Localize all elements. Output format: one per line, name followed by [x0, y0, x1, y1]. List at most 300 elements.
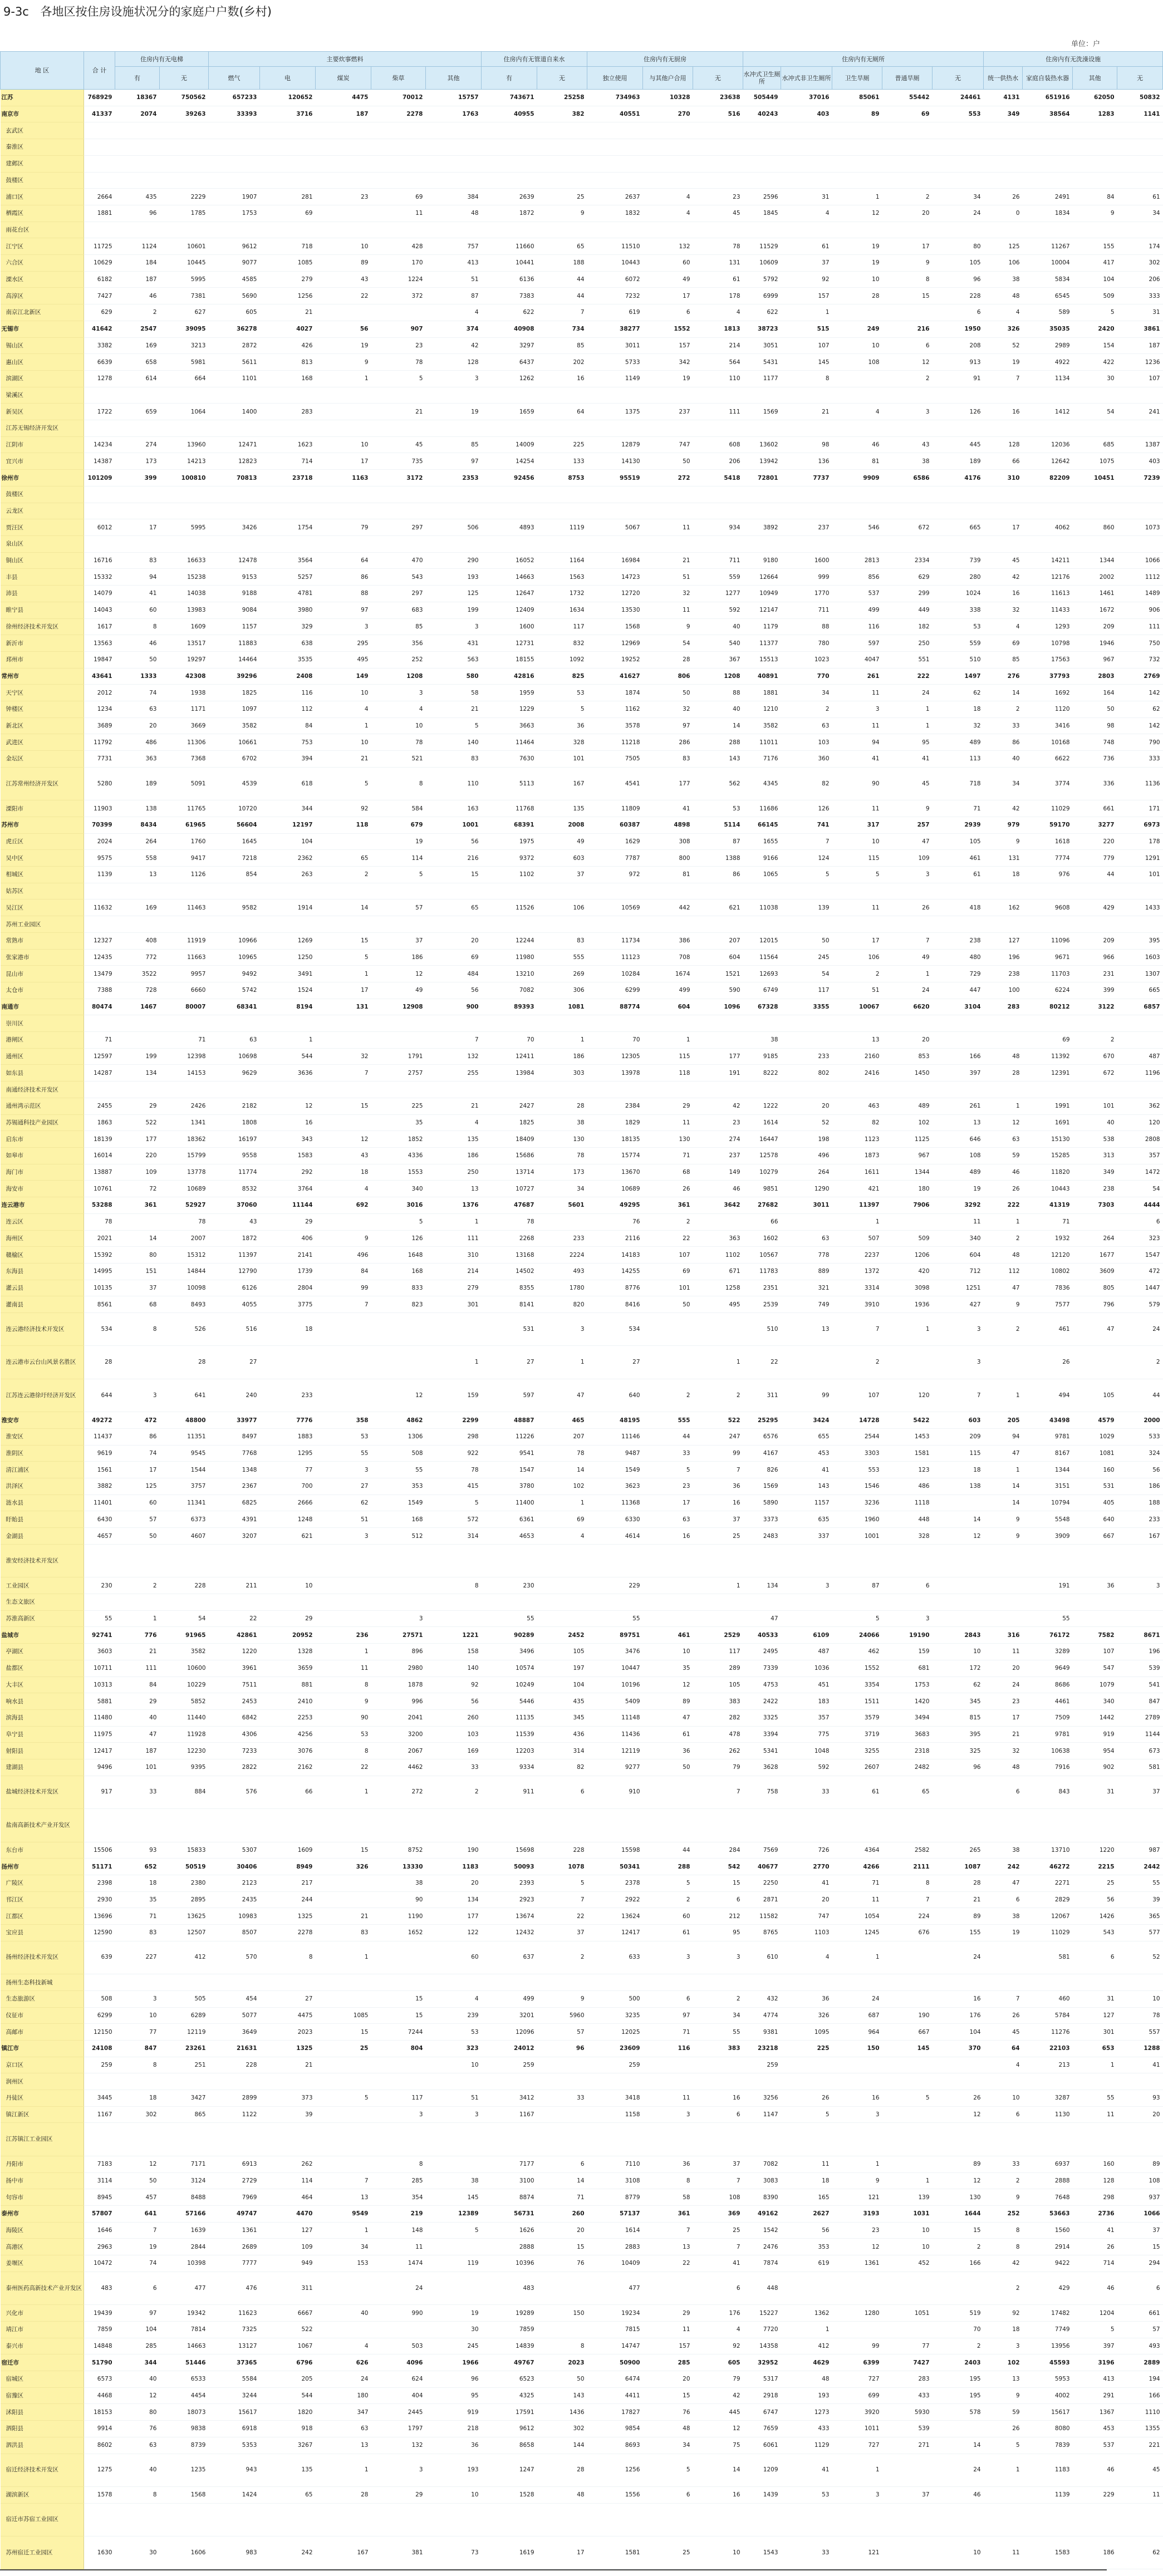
region-name-cell: 建湖县 — [1, 1759, 84, 1776]
value-cell: 18 — [781, 2172, 832, 2189]
value-cell: 42308 — [160, 668, 209, 685]
value-cell — [115, 222, 160, 238]
value-cell — [115, 535, 160, 552]
value-cell: 1162 — [587, 701, 643, 718]
region-name-cell: 昆山市 — [1, 966, 84, 982]
value-cell: 2 — [984, 1313, 1023, 1346]
value-cell: 9575 — [84, 850, 115, 867]
value-cell: 199 — [426, 602, 482, 618]
value-cell: 12150 — [84, 2024, 115, 2041]
value-cell: 11 — [832, 685, 882, 701]
value-cell: 1 — [832, 2454, 882, 2486]
region-name-cell: 淮安市 — [1, 1412, 84, 1429]
table-row — [1, 635, 1163, 652]
value-cell: 10 — [832, 833, 882, 850]
value-cell: 299 — [882, 586, 933, 602]
value-cell: 1306 — [371, 1428, 426, 1445]
value-cell: 44 — [1073, 867, 1117, 883]
value-cell: 14747 — [587, 2338, 643, 2354]
value-cell: 5890 — [743, 1495, 781, 1511]
region-name-cell: 邗江区 — [1, 1891, 84, 1908]
value-cell: 87 — [832, 1577, 882, 1594]
value-cell: 8874 — [482, 2189, 537, 2206]
value-cell — [426, 420, 482, 437]
value-cell: 10569 — [587, 899, 643, 916]
value-cell — [587, 139, 643, 156]
value-cell: 33 — [984, 717, 1023, 734]
value-cell — [84, 2123, 115, 2156]
value-cell: 9781 — [1023, 1428, 1073, 1445]
value-cell: 667 — [1073, 1528, 1117, 1545]
value-cell — [587, 1809, 643, 1842]
region-name-cell: 清江浦区 — [1, 1462, 84, 1478]
value-cell: 62050 — [1073, 90, 1117, 106]
value-cell: 12720 — [587, 586, 643, 602]
value-cell: 76 — [643, 2404, 693, 2421]
value-cell: 461 — [643, 1627, 693, 1644]
value-cell: 16 — [832, 2090, 882, 2107]
value-cell: 1 — [693, 1346, 743, 1379]
value-cell: 10 — [933, 2536, 984, 2569]
value-cell: 130 — [933, 2189, 984, 2206]
value-cell: 2939 — [933, 817, 984, 833]
value-cell: 1400 — [209, 404, 260, 420]
value-cell: 1210 — [743, 701, 781, 718]
value-cell: 184 — [115, 255, 160, 272]
value-cell: 11306 — [160, 734, 209, 751]
value-cell — [260, 172, 316, 189]
value-cell: 8753 — [537, 470, 587, 486]
value-cell: 11539 — [482, 1726, 537, 1743]
value-cell — [643, 1594, 693, 1610]
value-cell: 1123 — [832, 1131, 882, 1148]
value-cell: 42816 — [482, 668, 537, 685]
value-cell — [743, 535, 781, 552]
value-cell: 11 — [643, 519, 693, 536]
value-cell: 131 — [984, 850, 1023, 867]
value-cell: 140 — [426, 1660, 482, 1677]
value-cell — [933, 122, 984, 139]
value-cell — [693, 2057, 743, 2073]
value-cell: 9381 — [743, 2024, 781, 2041]
value-cell — [984, 2486, 1023, 2503]
value-cell: 71 — [115, 1908, 160, 1925]
value-cell: 102 — [882, 1114, 933, 1131]
value-cell: 537 — [1073, 2437, 1117, 2454]
region-name-cell: 丹阳市 — [1, 2156, 84, 2172]
value-cell: 37793 — [1023, 668, 1073, 685]
value-cell — [115, 1809, 160, 1842]
value-cell — [160, 387, 209, 404]
value-cell: 2398 — [84, 1875, 115, 1891]
table-row — [1, 966, 1163, 982]
value-cell: 1691 — [1023, 1114, 1073, 1131]
value-cell: 1 — [426, 1346, 482, 1379]
value-cell: 34 — [984, 767, 1023, 800]
value-cell: 2729 — [209, 2172, 260, 2189]
value-cell: 187 — [316, 106, 371, 122]
value-cell: 187 — [115, 1743, 160, 1759]
value-cell: 7505 — [587, 751, 643, 768]
value-cell: 758 — [743, 1776, 781, 1808]
value-cell — [537, 883, 587, 899]
value-cell: 188 — [1117, 1495, 1163, 1511]
value-cell: 11 — [643, 2321, 693, 2338]
value-cell — [1117, 1032, 1163, 1049]
value-cell: 21 — [316, 751, 371, 768]
value-cell — [260, 916, 316, 933]
value-cell: 2271 — [1023, 1875, 1073, 1891]
value-cell: 580 — [426, 668, 482, 685]
value-cell: 7 — [984, 370, 1023, 387]
value-cell — [316, 2156, 371, 2172]
value-cell: 3 — [537, 1313, 587, 1346]
table-row — [1, 354, 1163, 371]
value-cell: 2141 — [260, 1247, 316, 1264]
region-name-cell: 贾汪区 — [1, 519, 84, 536]
value-cell: 11123 — [587, 949, 643, 966]
value-cell — [84, 2503, 115, 2536]
value-cell: 399 — [1073, 982, 1117, 999]
value-cell: 2 — [643, 1891, 693, 1908]
value-cell — [209, 420, 260, 437]
value-cell — [587, 420, 643, 437]
value-cell: 23 — [371, 337, 426, 354]
value-cell — [984, 1594, 1023, 1610]
value-cell — [1023, 172, 1073, 189]
value-cell: 9608 — [1023, 899, 1073, 916]
value-cell: 36278 — [209, 321, 260, 337]
value-cell: 990 — [371, 2305, 426, 2322]
region-name-cell: 南京江北新区 — [1, 304, 84, 321]
value-cell: 97 — [643, 717, 693, 734]
value-cell: 2268 — [482, 1230, 537, 1247]
value-cell: 13530 — [587, 602, 643, 618]
value-cell: 107 — [1073, 1644, 1117, 1660]
value-cell: 259 — [743, 2057, 781, 2073]
value-cell: 11029 — [1023, 1925, 1073, 1941]
value-cell: 700 — [260, 1478, 316, 1495]
value-cell: 4 — [316, 2338, 371, 2354]
value-cell — [882, 387, 933, 404]
value-cell: 333 — [1117, 751, 1163, 768]
value-cell: 231 — [1073, 966, 1117, 982]
value-cell: 7239 — [1117, 470, 1163, 486]
value-cell: 11686 — [743, 800, 781, 817]
value-cell: 242 — [984, 1859, 1023, 1875]
value-cell: 420 — [882, 1263, 933, 1280]
value-cell — [160, 503, 209, 519]
value-cell: 681 — [882, 1660, 933, 1677]
region-name-cell: 张家港市 — [1, 949, 84, 966]
value-cell — [260, 486, 316, 503]
value-cell: 198 — [781, 1131, 832, 1148]
value-cell: 967 — [882, 1148, 933, 1164]
value-cell: 495 — [693, 1296, 743, 1313]
value-cell — [587, 222, 643, 238]
value-cell: 7569 — [743, 1842, 781, 1859]
region-name-cell: 生态文旅区 — [1, 1594, 84, 1610]
value-cell: 629 — [84, 304, 115, 321]
value-cell: 1075 — [1073, 453, 1117, 470]
value-cell — [933, 1974, 984, 1991]
value-cell: 1623 — [260, 436, 316, 453]
value-cell: 1791 — [371, 1048, 426, 1065]
value-cell — [115, 387, 160, 404]
value-cell: 22 — [743, 1346, 781, 1379]
value-cell: 14255 — [587, 1263, 643, 1280]
table-row — [1, 883, 1163, 899]
value-cell: 338 — [933, 602, 984, 618]
value-cell — [426, 2156, 482, 2172]
value-cell: 259 — [482, 2057, 537, 2073]
region-name-cell: 新吴区 — [1, 404, 84, 420]
value-cell: 9582 — [209, 899, 260, 916]
value-cell: 667 — [882, 2024, 933, 2041]
value-cell: 2923 — [482, 1891, 537, 1908]
value-cell: 29 — [115, 1098, 160, 1114]
value-cell: 6437 — [482, 354, 537, 371]
value-cell: 187 — [115, 271, 160, 288]
value-cell: 42 — [693, 2387, 743, 2404]
value-cell: 13624 — [587, 1908, 643, 1925]
value-cell: 15799 — [160, 1148, 209, 1164]
value-cell: 17 — [316, 982, 371, 999]
value-cell: 125 — [426, 586, 482, 602]
value-cell: 4 — [984, 304, 1023, 321]
value-cell: 27 — [316, 1478, 371, 1495]
value-cell — [781, 2057, 832, 2073]
value-cell — [643, 172, 693, 189]
value-cell: 12590 — [84, 1925, 115, 1941]
value-cell — [933, 2073, 984, 2090]
region-name-cell: 南通市 — [1, 999, 84, 1015]
value-cell: 889 — [781, 1263, 832, 1280]
value-cell — [1117, 916, 1163, 933]
value-cell: 12096 — [482, 2024, 537, 2041]
value-cell: 679 — [371, 817, 426, 833]
value-cell: 55 — [316, 1445, 371, 1462]
value-cell: 17482 — [1023, 2305, 1073, 2322]
value-cell: 53 — [316, 1428, 371, 1445]
value-cell: 11 — [933, 1213, 984, 1230]
value-cell: 3961 — [209, 1660, 260, 1677]
value-cell: 40 — [693, 701, 743, 718]
value-cell — [426, 1544, 482, 1577]
value-cell: 257 — [882, 817, 933, 833]
value-cell: 2410 — [260, 1693, 316, 1710]
value-cell: 2426 — [160, 1098, 209, 1114]
value-cell: 2123 — [209, 1875, 260, 1891]
value-cell: 6072 — [587, 271, 643, 288]
value-cell: 5995 — [160, 271, 209, 288]
value-cell: 92 — [426, 1677, 482, 1693]
value-cell — [316, 883, 371, 899]
value-cell: 9185 — [743, 1048, 781, 1065]
value-cell: 127 — [260, 2222, 316, 2239]
value-cell: 9492 — [209, 966, 260, 982]
value-cell: 37 — [537, 867, 587, 883]
value-cell: 1 — [984, 1098, 1023, 1114]
value-cell: 74 — [115, 685, 160, 701]
value-cell — [933, 535, 984, 552]
value-cell: 15698 — [482, 1842, 537, 1859]
value-cell — [537, 1577, 587, 1594]
value-cell: 2888 — [1023, 2172, 1073, 2189]
value-cell: 90 — [316, 1709, 371, 1726]
value-cell — [693, 172, 743, 189]
value-cell: 9 — [882, 800, 933, 817]
region-name-cell: 高港区 — [1, 2239, 84, 2255]
value-cell: 0 — [984, 205, 1023, 222]
value-cell: 11582 — [743, 1908, 781, 1925]
value-cell: 1293 — [1023, 618, 1073, 635]
value-cell — [1117, 172, 1163, 189]
value-cell: 160 — [1073, 1462, 1117, 1478]
value-cell: 8765 — [743, 1925, 781, 1941]
value-cell — [643, 535, 693, 552]
value-cell: 24012 — [482, 2040, 537, 2057]
value-cell: 1209 — [743, 2454, 781, 2486]
value-cell: 52 — [781, 1114, 832, 1131]
value-cell: 726 — [781, 1842, 832, 1859]
header-subcolumn: 卫生旱厕 — [832, 67, 882, 90]
value-cell: 301 — [426, 1296, 482, 1313]
value-cell: 20 — [426, 932, 482, 949]
value-cell: 661 — [1073, 800, 1117, 817]
value-cell: 4364 — [832, 1842, 882, 1859]
value-cell: 5733 — [587, 354, 643, 371]
value-cell — [781, 2272, 832, 2304]
value-cell: 145 — [882, 2040, 933, 2057]
value-cell: 40 — [115, 2454, 160, 2486]
value-cell: 2637 — [587, 189, 643, 205]
value-cell: 87 — [693, 833, 743, 850]
value-cell — [643, 883, 693, 899]
value-cell — [260, 222, 316, 238]
value-cell — [984, 387, 1023, 404]
value-cell: 5 — [426, 1495, 482, 1511]
value-cell — [115, 2123, 160, 2156]
header-subcolumn: 统一供热水 — [984, 67, 1023, 90]
value-cell: 917 — [84, 1776, 115, 1808]
value-cell: 202 — [537, 354, 587, 371]
value-cell: 659 — [115, 404, 160, 420]
value-cell: 53 — [537, 685, 587, 701]
value-cell — [482, 1081, 537, 1098]
value-cell: 12176 — [1023, 569, 1073, 586]
value-cell — [984, 1032, 1023, 1049]
table-row — [1, 1677, 1163, 1693]
value-cell — [482, 1594, 537, 1610]
value-cell: 605 — [209, 304, 260, 321]
value-cell: 155 — [1073, 238, 1117, 255]
value-cell: 4 — [316, 701, 371, 718]
value-cell: 127 — [1073, 2007, 1117, 2024]
value-cell: 60 — [426, 1941, 482, 1974]
value-cell: 10447 — [587, 1660, 643, 1677]
value-cell — [115, 1015, 160, 1032]
table-row — [1, 850, 1163, 867]
value-cell: 63 — [781, 717, 832, 734]
value-cell: 26 — [1023, 1346, 1073, 1379]
value-cell: 93 — [115, 1842, 160, 1859]
value-cell: 5113 — [482, 767, 537, 800]
value-cell: 127 — [984, 932, 1023, 949]
value-cell: 186 — [1117, 1478, 1163, 1495]
value-cell: 1097 — [209, 701, 260, 718]
table-row — [1, 535, 1163, 552]
value-cell: 55 — [84, 1610, 115, 1627]
value-cell: 7176 — [743, 751, 781, 768]
value-cell — [587, 1974, 643, 1991]
value-cell: 190 — [882, 2007, 933, 2024]
table-row — [1, 1644, 1163, 1660]
value-cell: 7183 — [84, 2156, 115, 2172]
value-cell — [426, 172, 482, 189]
value-cell: 6 — [882, 337, 933, 354]
value-cell: 3 — [371, 2106, 426, 2123]
value-cell: 21 — [643, 552, 693, 569]
value-cell: 12067 — [1023, 1908, 1073, 1925]
value-cell: 48 — [984, 1048, 1023, 1065]
value-cell: 31 — [781, 189, 832, 205]
header-group: 住房内有无厨房 — [587, 52, 743, 67]
table-row — [1, 2189, 1163, 2206]
value-cell — [371, 2057, 426, 2073]
value-cell — [482, 222, 537, 238]
value-cell: 7768 — [209, 1445, 260, 1462]
value-cell: 281 — [260, 189, 316, 205]
value-cell — [1023, 387, 1073, 404]
value-cell — [537, 122, 587, 139]
value-cell — [426, 2503, 482, 2536]
value-cell: 53663 — [1023, 2206, 1073, 2223]
value-cell: 40677 — [743, 1859, 781, 1875]
value-cell — [316, 1313, 371, 1346]
value-cell — [371, 1544, 426, 1577]
value-cell: 3491 — [260, 966, 316, 982]
value-cell: 140 — [426, 734, 482, 751]
value-cell: 10 — [316, 436, 371, 453]
value-cell: 105 — [693, 1677, 743, 1693]
table-row — [1, 1379, 1163, 1412]
header-subcolumn: 水冲式非卫生厕所 — [781, 67, 832, 90]
value-cell: 2895 — [160, 1891, 209, 1908]
value-cell: 1606 — [160, 2536, 209, 2569]
value-cell: 10567 — [743, 1247, 781, 1264]
table-row — [1, 1065, 1163, 1081]
value-cell: 2362 — [260, 850, 316, 867]
value-cell — [209, 122, 260, 139]
value-cell: 21 — [984, 1726, 1023, 1743]
value-cell: 8390 — [743, 2189, 781, 2206]
value-cell: 35035 — [1023, 321, 1073, 337]
value-cell: 6136 — [482, 271, 537, 288]
value-cell: 640 — [1073, 1511, 1117, 1528]
value-cell: 143 — [693, 751, 743, 768]
value-cell — [316, 155, 371, 172]
value-cell: 13670 — [587, 1164, 643, 1181]
value-cell: 66145 — [743, 817, 781, 833]
value-cell: 3476 — [587, 1644, 643, 1660]
value-cell: 1932 — [1023, 1230, 1073, 1247]
region-name-cell: 常州市 — [1, 668, 84, 685]
value-cell — [832, 1081, 882, 1098]
value-cell: 7836 — [1023, 1280, 1073, 1296]
value-cell: 229 — [1073, 2486, 1117, 2503]
region-name-cell: 江都区 — [1, 1908, 84, 1925]
